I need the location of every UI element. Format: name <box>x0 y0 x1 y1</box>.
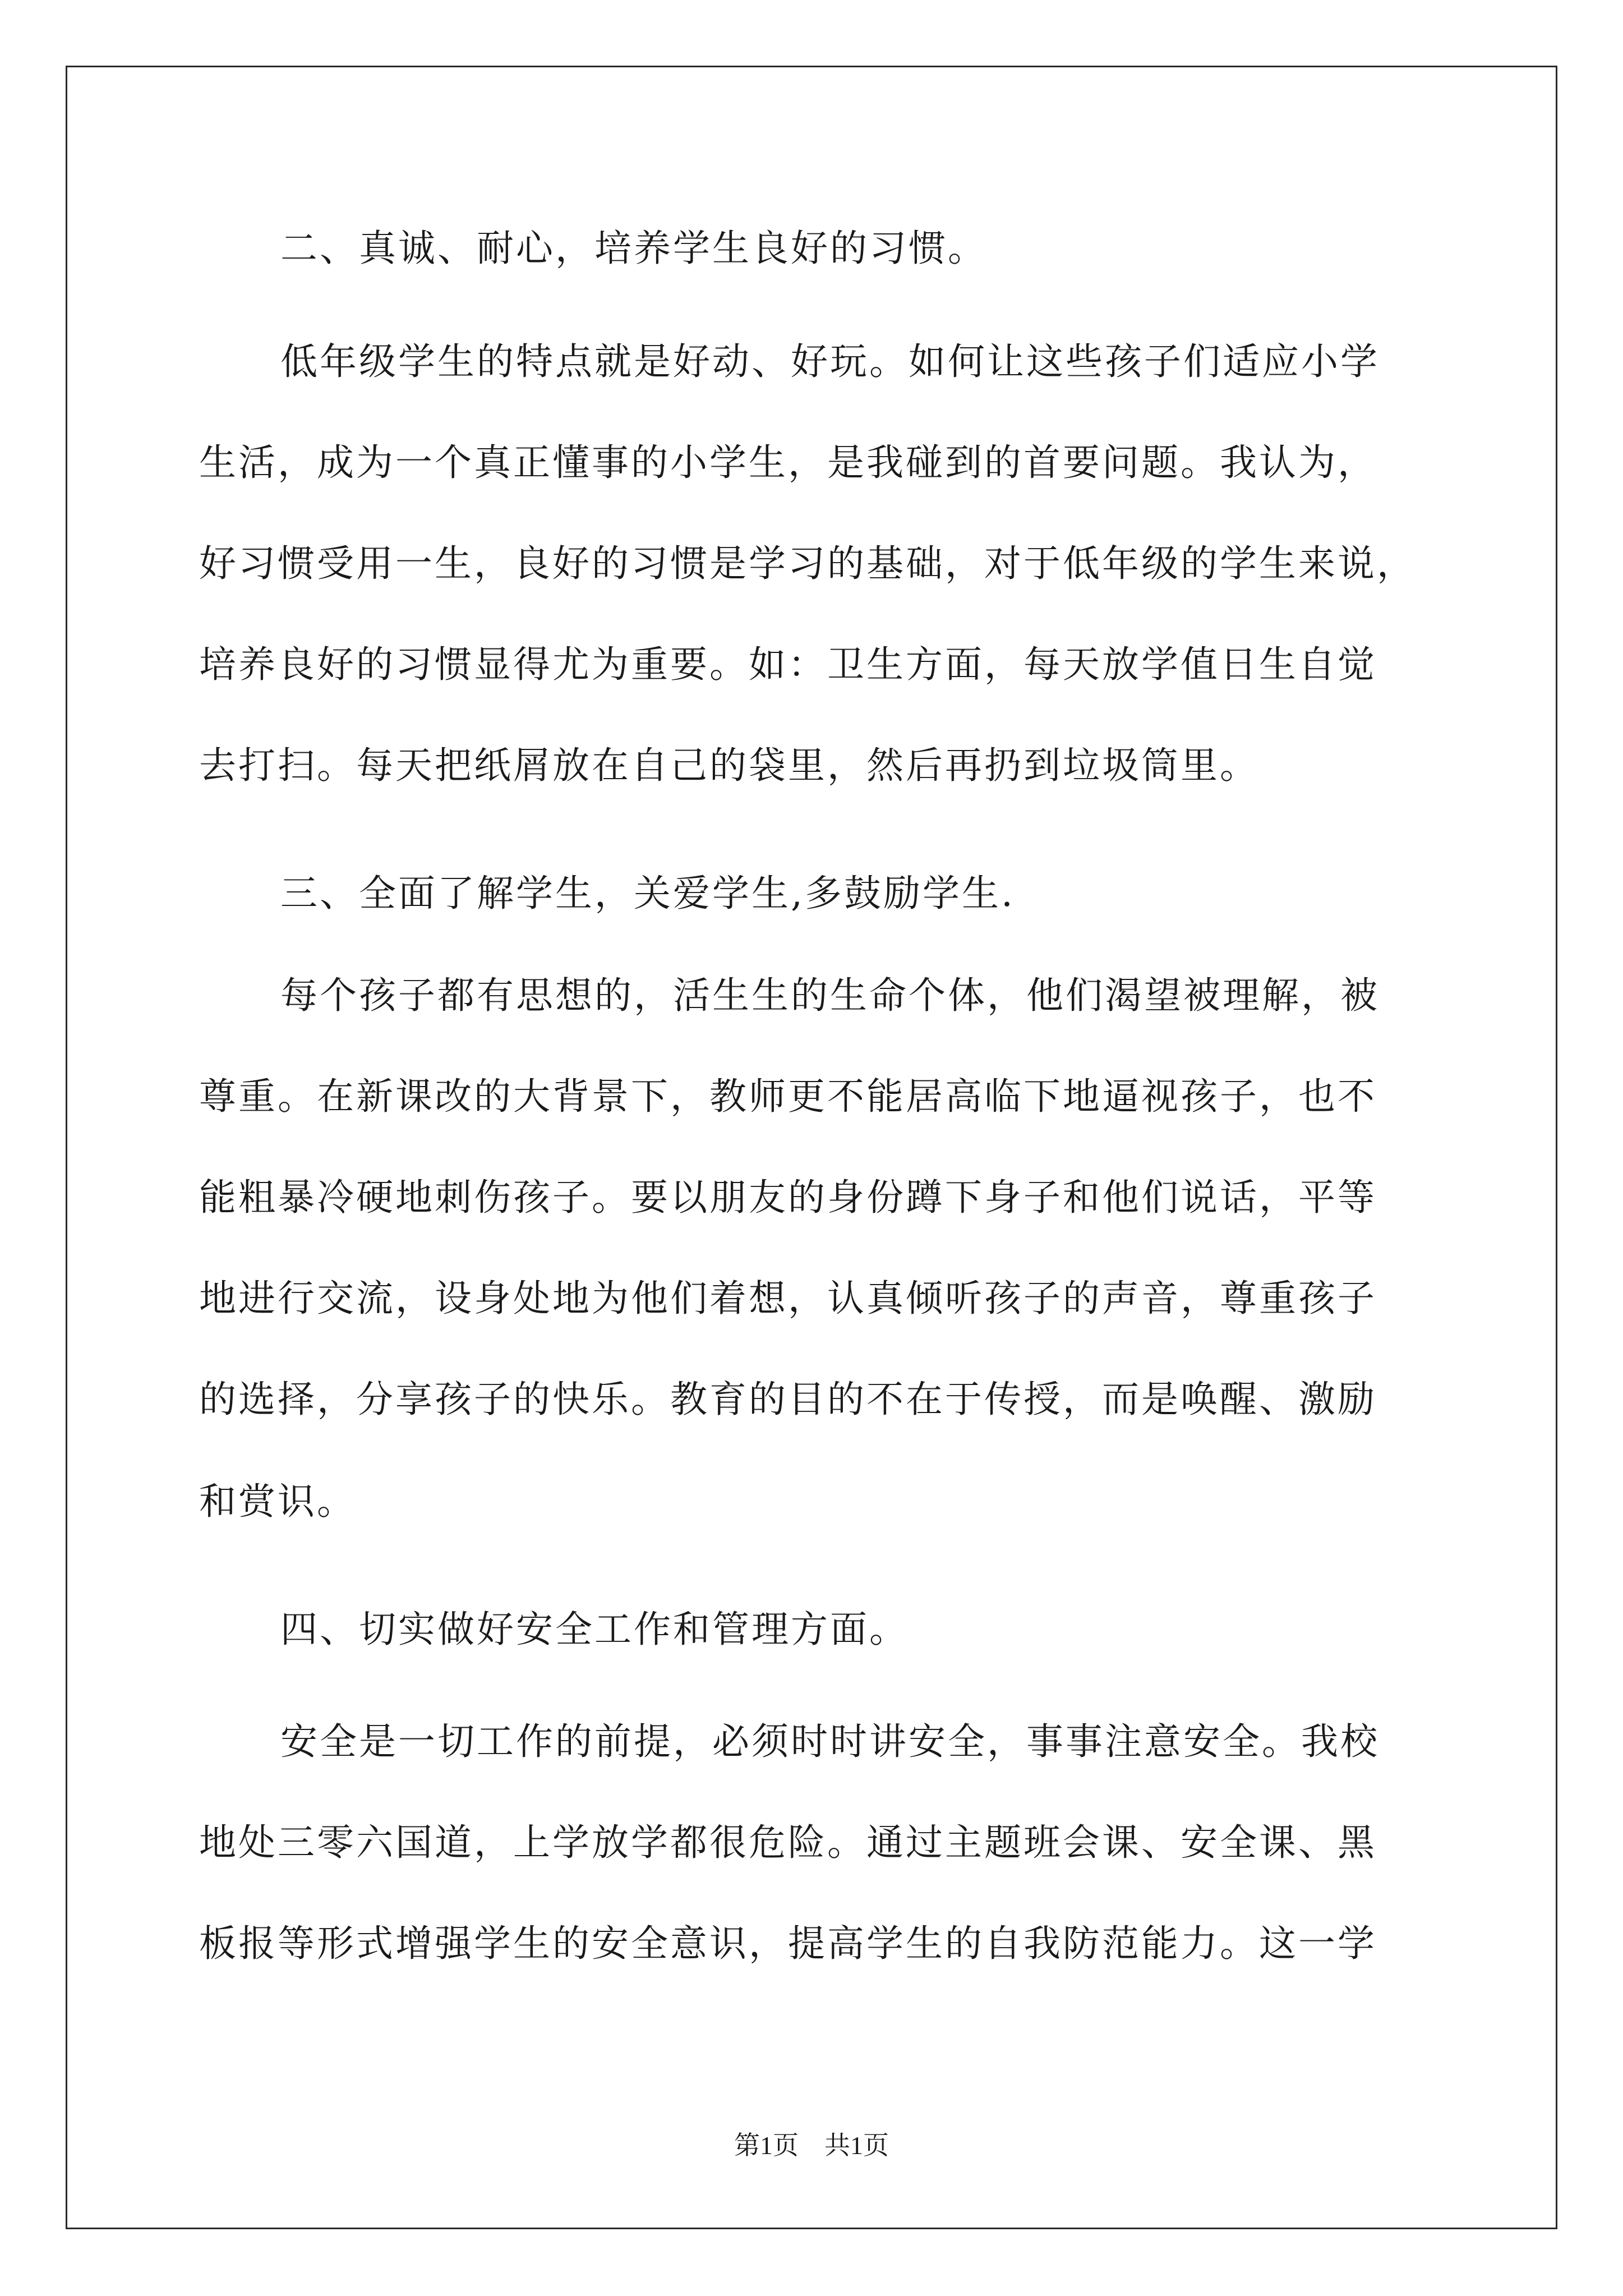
paragraph-line: 能粗暴冷硬地刺伤孩子。要以朋友的身份蹲下身子和他们说话，平等 <box>199 1176 1377 1219</box>
paragraph-line: 板报等形式增强学生的安全意识，提高学生的自我防范能力。这一学 <box>199 1922 1377 1965</box>
paragraph-line: 好习惯受用一生，良好的习惯是学习的基础，对于低年级的学生来说， <box>199 542 1416 585</box>
page-border <box>66 66 1557 2229</box>
paragraph-line: 地处三零六国道，上学放学都很危险。通过主题班会课、安全课、黑 <box>199 1821 1377 1864</box>
paragraph-line: 和赏识。 <box>199 1480 356 1523</box>
paragraph-line: 每个孩子都有思想的，活生生的生命个体，他们渴望被理解，被 <box>280 974 1380 1017</box>
heading-line: 二、真诚、耐心，培养学生良好的习惯。 <box>280 227 987 270</box>
paragraph-line: 的选择，分享孩子的快乐。教育的目的不在于传授，而是唤醒、激励 <box>199 1378 1377 1421</box>
paragraph-line: 地进行交流，设身处地为他们着想，认真倾听孩子的声音，尊重孩子 <box>199 1277 1377 1320</box>
paragraph-line: 培养良好的习惯显得尤为重要。如：卫生方面，每天放学值日生自觉 <box>199 643 1377 686</box>
paragraph-line: 尊重。在新课改的大背景下，教师更不能居高临下地逼视孩子，也不 <box>199 1075 1377 1118</box>
heading-line: 四、切实做好安全工作和管理方面。 <box>280 1608 909 1651</box>
page-footer <box>0 2129 1623 2162</box>
paragraph-line: 安全是一切工作的前提，必须时时讲安全，事事注意安全。我校 <box>280 1720 1380 1763</box>
paragraph-line: 生活，成为一个真正懂事的小学生，是我碰到的首要问题。我认为， <box>199 441 1377 484</box>
heading-line: 三、全面了解学生，关爱学生,多鼓励学生. <box>280 872 1015 915</box>
page-total: 共1页 <box>824 2131 889 2160</box>
paragraph-line: 低年级学生的特点就是好动、好玩。如何让这些孩子们适应小学 <box>280 340 1380 383</box>
paragraph-line: 去打扫。每天把纸屑放在自己的袋里，然后再扔到垃圾筒里。 <box>199 744 1259 787</box>
page-number: 第1页 <box>734 2131 799 2160</box>
